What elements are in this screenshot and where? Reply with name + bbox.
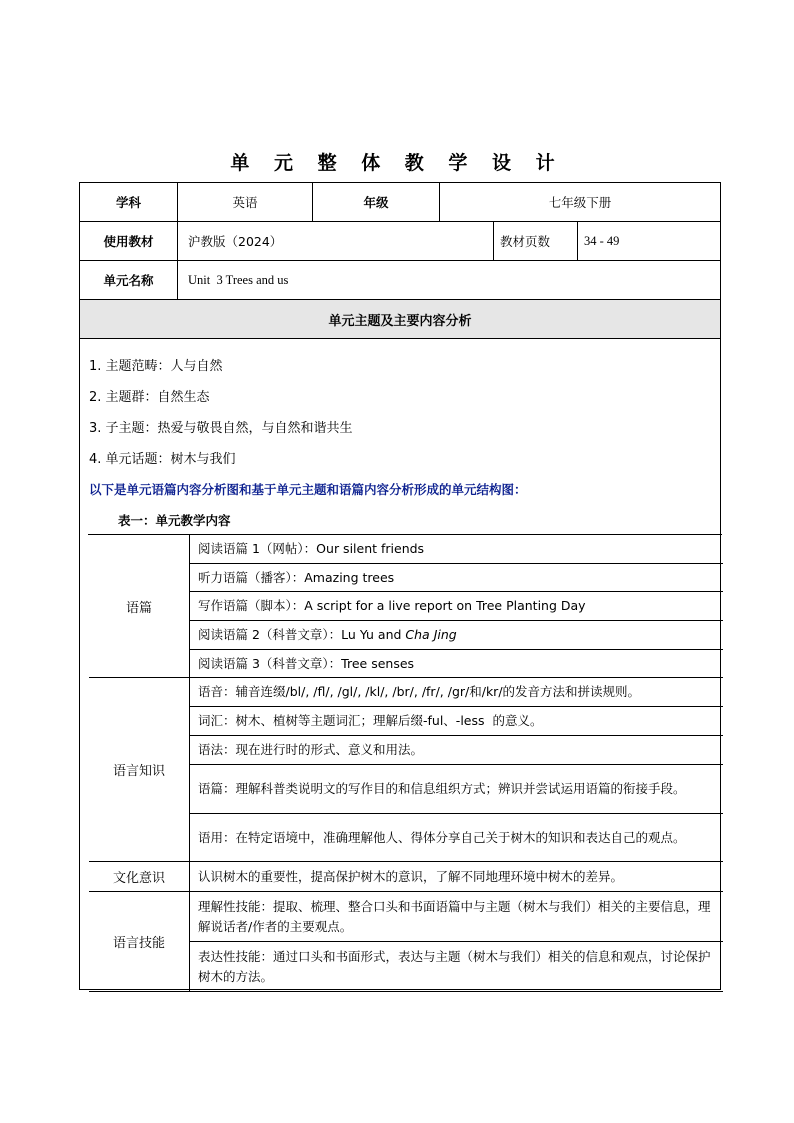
knowledge-item-label: 语音：辅音连缀/bl/, /fl/, /gl/, /kl/, /br/, /fr/, /gr/和/kr/的发音方法和拼读规则。	[198, 684, 641, 699]
text-item-label: 写作语篇（脚本）：A script for a live report on Tree Planting Day	[198, 598, 586, 613]
theme-item: 2. 主题群：自然生态	[89, 390, 210, 405]
text-item	[190, 621, 723, 650]
knowledge-item	[190, 765, 723, 814]
knowledge-item	[190, 707, 723, 736]
pages-label: 教材页数	[494, 222, 578, 260]
text-item	[190, 650, 723, 678]
book-title: Cha Jing	[405, 627, 457, 642]
unit-label: 单元名称	[80, 261, 178, 299]
text-item	[190, 592, 723, 621]
text-item	[190, 535, 723, 564]
culture-item	[190, 862, 723, 892]
knowledge-item-label: 词汇：树木、植树等主题词汇；理解后缀-ful、-less 的意义。	[198, 713, 543, 728]
skills-item	[190, 942, 723, 992]
textbook-value: 沪教版（2024）	[178, 222, 494, 260]
culture-category: 文化意识	[89, 862, 190, 892]
culture-item-label: 认识树木的重要性，提高保护树木的意识，了解不同地理环境中树木的差异。	[198, 868, 624, 884]
skills-category: 语言技能	[89, 892, 190, 992]
theme-item: 1. 主题范畴：人与自然	[89, 359, 223, 374]
knowledge-item	[190, 678, 723, 707]
text-item-label: 阅读语篇 1（网帖）：Our silent friends	[198, 541, 425, 556]
knowledge-item-label: 语篇：理解科普类说明文的写作目的和信息组织方式；辨识并尝试运用语篇的衔接手段。	[198, 781, 686, 796]
knowledge-item-label: 语用：在特定语境中，准确理解他人、得体分享自己关于树木的知识和表达自己的观点。	[198, 829, 686, 845]
text-item-label: 阅读语篇 2（科普文章）：Lu Yu and	[198, 627, 406, 642]
text-item-label: 听力语篇（播客）：Amazing trees	[198, 569, 395, 585]
design-table	[79, 182, 721, 990]
grade-value: 七年级下册	[548, 195, 612, 210]
grade-label: 年级	[313, 183, 440, 221]
skills-item	[190, 892, 723, 942]
info-row-subject	[80, 183, 720, 222]
knowledge-item-label: 语法：现在进行时的形式、意义和用法。	[198, 742, 424, 757]
textbook-label: 使用教材	[80, 222, 178, 260]
theme-item: 3. 子主题：热爱与敬畏自然，与自然和谐共生	[89, 421, 353, 436]
analysis-heading: 单元主题及主要内容分析	[80, 300, 720, 339]
content-table	[88, 534, 722, 984]
unit-value: Unit 3 Trees and us	[188, 272, 289, 287]
text-item-label: 阅读语篇 3（科普文章）：Tree senses	[198, 655, 415, 671]
analysis-intro: 以下是单元语篇内容分析图和基于单元主题和语篇内容分析形成的单元结构图：	[89, 482, 527, 497]
knowledge-item	[190, 814, 723, 862]
knowledge-item	[190, 736, 723, 765]
texts-category: 语篇	[89, 535, 190, 678]
subject-label: 学科	[80, 183, 178, 221]
skills-item-label: 表达性技能：通过口头和书面形式，表达与主题（树木与我们）相关的信息和观点，讨论保护树木的方法。	[198, 948, 711, 984]
knowledge-category: 语言知识	[89, 678, 190, 862]
subject-value: 英语	[178, 183, 313, 221]
info-row-textbook	[80, 222, 720, 261]
text-item	[190, 564, 723, 592]
page-title: 单 元 整 体 教 学 设 计	[230, 152, 564, 174]
theme-item: 4. 单元话题：树木与我们	[89, 452, 236, 467]
pages-value: 34 - 49	[584, 233, 620, 248]
skills-item-label: 理解性技能：提取、梳理、整合口头和书面语篇中与主题（树木与我们）相关的主要信息，理解说话者/作者的主要观点。	[198, 898, 711, 934]
table-caption: 表一：单元教学内容	[118, 513, 231, 528]
info-row-unit	[80, 261, 720, 300]
